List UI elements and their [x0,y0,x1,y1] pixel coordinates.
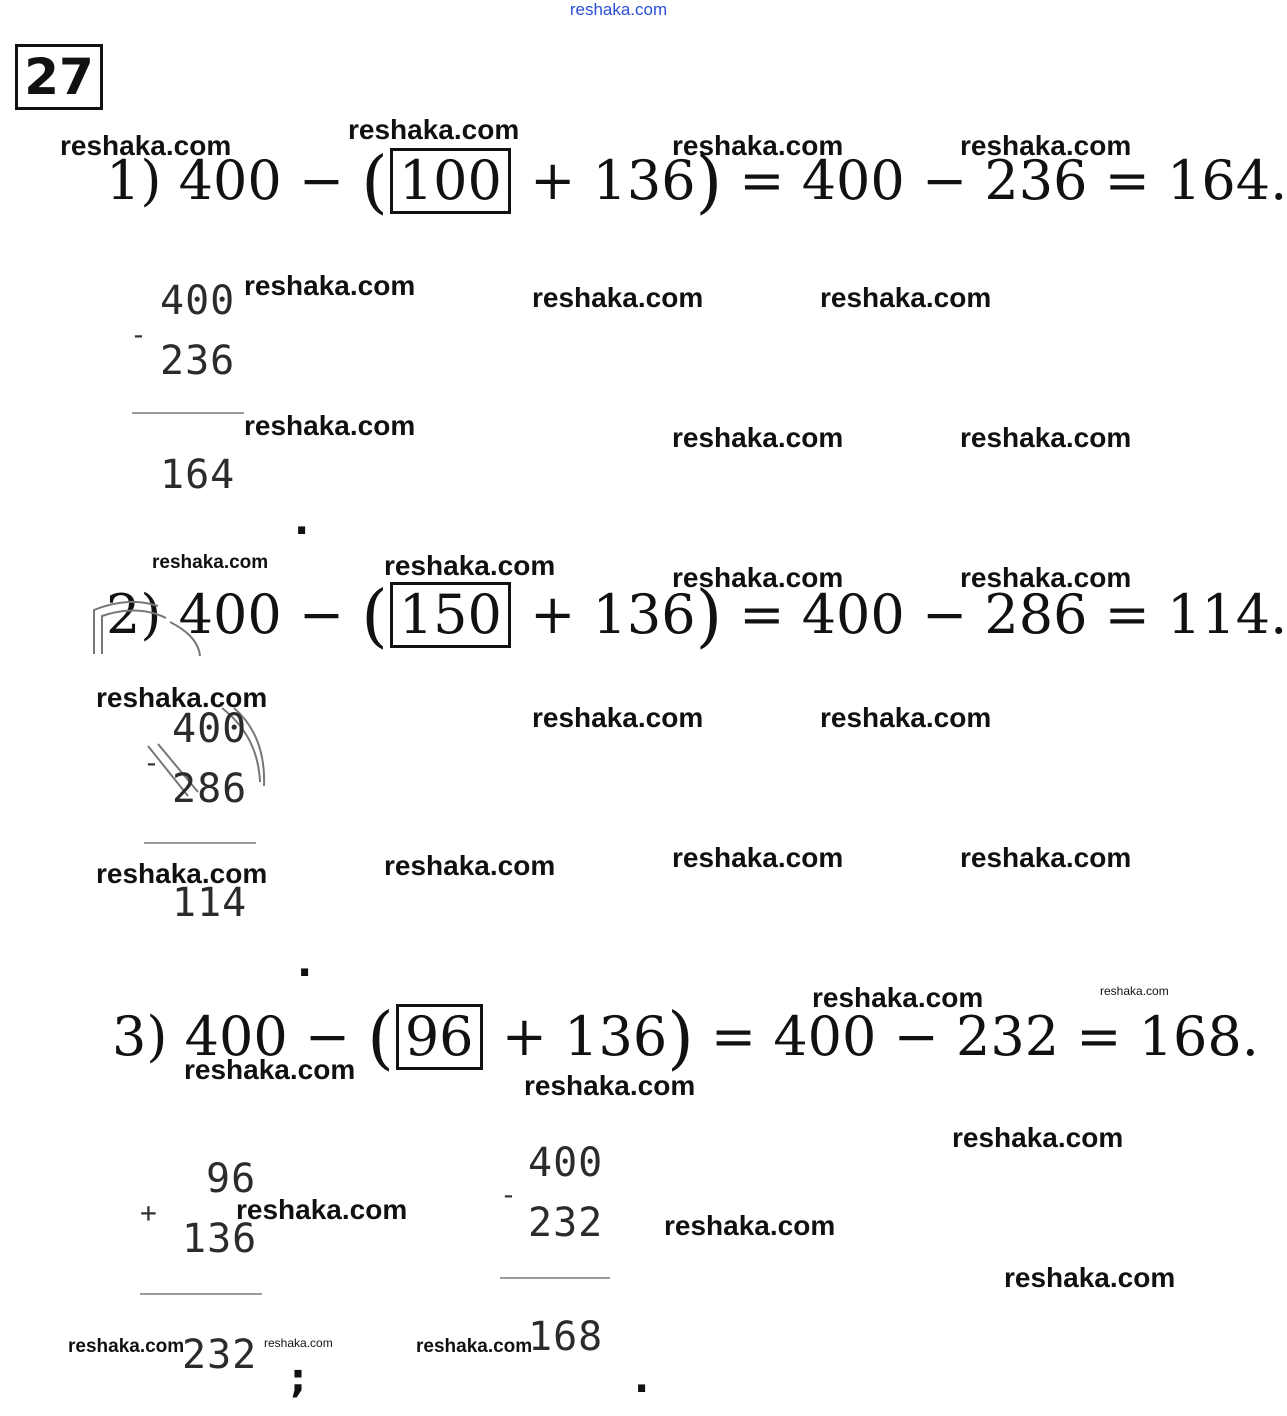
step-minuend: 400 [801,583,905,646]
problem-label: 3) [112,1005,168,1068]
minus-sign: − [893,1005,939,1068]
watermark: reshaka.com [348,114,520,145]
equals-sign: = [710,1005,757,1068]
watermark: reshaka.com [68,1336,185,1357]
column-result: 114 [172,880,248,926]
close-paren: ) [695,143,723,222]
column-bottom: 136 [182,1216,258,1262]
watermark: reshaka.com [184,1054,356,1085]
column-result: 168 [528,1314,604,1360]
result: 114. [1167,583,1287,646]
watermark: reshaka.com [244,410,416,441]
watermark: reshaka.com [960,842,1132,873]
equals-sign: = [1104,149,1150,212]
step-minuend: 400 [773,1005,877,1068]
minus-sign: − [298,583,345,646]
result: 164. [1167,149,1287,212]
watermark: reshaka.com [1100,984,1169,998]
watermark: reshaka.com [60,130,232,161]
watermark: reshaka.com [672,130,844,161]
plus-sign: + [530,149,576,212]
column-operator: - [143,746,160,779]
minuend: 400 [178,583,282,646]
watermark: reshaka.com [96,858,268,889]
boxed-answer: 150 [390,582,511,648]
step-value: 236 [984,149,1088,212]
step-value: 286 [984,583,1088,646]
watermark: reshaka.com [384,550,556,581]
minuend: 400 [184,1005,288,1068]
plus-sign: + [530,583,576,646]
watermark: reshaka.com [96,682,268,713]
minus-sign: − [298,149,345,212]
open-paren: ( [361,143,388,222]
column-top: 400 [160,278,236,324]
column-rule [144,842,256,844]
watermark: reshaka.com [672,422,844,453]
column-top: 96 [206,1156,257,1202]
result: 168. [1138,1005,1259,1068]
watermark: reshaka.com [820,702,992,733]
addend: 136 [564,1005,668,1068]
minus-sign: − [921,149,968,212]
watermark: reshaka.com [532,702,704,733]
watermark: reshaka.com [384,850,556,881]
watermark: reshaka.com [672,842,844,873]
watermark: reshaka.com [264,1336,333,1350]
minuend: 400 [178,149,282,212]
watermark: reshaka.com [820,282,992,313]
column-operator: + [140,1196,157,1229]
column-rule [132,412,244,414]
watermark: reshaka.com [524,1070,696,1101]
equals-sign: = [1104,583,1150,646]
equals-sign: = [739,149,785,212]
column-bottom: 286 [172,766,248,812]
plus-sign: + [501,1005,547,1068]
problem-label: 1) [106,149,162,212]
minus-sign: − [921,583,968,646]
column-bottom: 236 [160,338,236,384]
minus-sign: − [304,1005,351,1068]
column-end-mark: . [634,1356,650,1402]
column-result: 164 [160,452,236,498]
watermark: reshaka.com [236,1194,408,1225]
open-paren: ( [361,577,388,656]
watermark: reshaka.com [532,282,704,313]
column-top: 400 [172,706,248,752]
watermark: reshaka.com [960,130,1132,161]
watermark: reshaka.com [416,1336,533,1357]
close-paren: ) [695,577,723,656]
addend: 136 [592,583,696,646]
equals-sign: = [1076,1005,1122,1068]
watermark: reshaka.com [664,1210,836,1241]
watermark: reshaka.com [1004,1262,1176,1293]
watermark: reshaka.com [960,562,1132,593]
addend: 136 [592,149,696,212]
column-bottom: 232 [528,1200,604,1246]
watermark: reshaka.com [672,562,844,593]
open-paren: ( [367,999,394,1078]
column-end-mark: . [297,940,313,986]
step-value: 232 [956,1005,1060,1068]
watermark: reshaka.com [812,982,984,1013]
watermark: reshaka.com [152,552,269,573]
column-result: 232 [182,1332,258,1378]
watermark: reshaka.com [952,1122,1124,1153]
column-operator: - [130,318,147,351]
site-header-link[interactable]: reshaka.com [569,0,668,19]
column-operator: - [500,1178,517,1211]
column-end-mark: ; [290,1356,306,1402]
boxed-answer: 100 [390,148,511,214]
column-top: 400 [528,1140,604,1186]
step-minuend: 400 [801,149,905,212]
problem-label: 2) [106,583,162,646]
exercise-number: 27 [15,44,103,110]
boxed-answer: 96 [396,1004,483,1070]
watermark: reshaka.com [960,422,1132,453]
watermark: reshaka.com [244,270,416,301]
column-end-mark: . [294,498,310,544]
close-paren: ) [667,999,694,1078]
equals-sign: = [739,583,785,646]
column-rule [500,1277,610,1279]
column-rule [140,1293,262,1295]
